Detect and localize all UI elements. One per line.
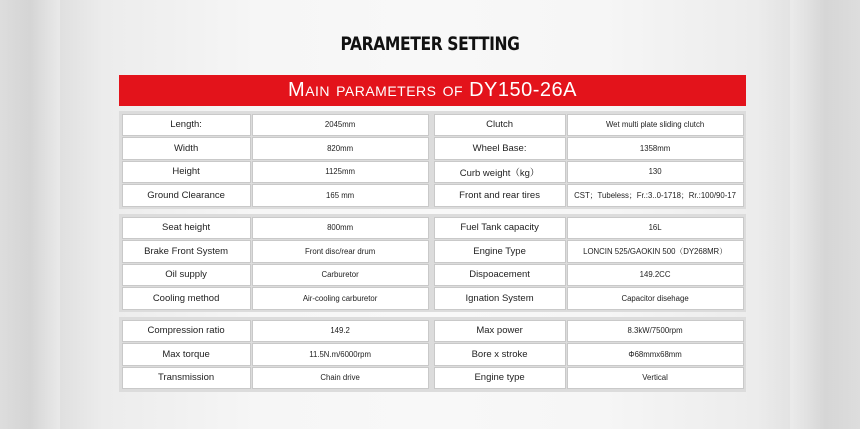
parameter-label: Wheel Base: (434, 137, 566, 160)
parameter-value: 149.2CC (567, 264, 744, 287)
parameter-value: Wet multi plate sliding clutch (567, 114, 744, 137)
parameter-value: Front disc/rear drum (252, 240, 429, 263)
table-row (121, 287, 744, 311)
parameter-group (119, 317, 746, 392)
column-divider (429, 160, 433, 184)
page-title: PARAMETER SETTING (340, 33, 520, 55)
parameter-label: Dispoacement (434, 264, 566, 287)
parameter-value: 800mm (252, 217, 429, 240)
parameter-table (119, 111, 746, 397)
parameter-label: Cooling method (122, 287, 251, 310)
table-row (121, 113, 744, 137)
parameter-value: 149.2 (252, 320, 429, 343)
table-row (121, 319, 744, 343)
column-divider (429, 343, 433, 367)
parameter-group (119, 214, 746, 312)
parameter-label: Ignation System (434, 287, 566, 310)
parameter-label: Width (122, 137, 251, 160)
parameter-label: Compression ratio (122, 320, 251, 343)
parameter-label: Transmission (122, 367, 251, 390)
parameter-label: Seat height (122, 217, 251, 240)
parameter-label: Front and rear tires (434, 184, 566, 207)
parameter-value: Capacitor disehage (567, 287, 744, 310)
parameter-value: Chain drive (252, 367, 429, 390)
parameter-value: 165 mm (252, 184, 429, 207)
parameter-label: Oil supply (122, 264, 251, 287)
table-row (121, 366, 744, 390)
parameter-label: Clutch (434, 114, 566, 137)
background-column (790, 0, 860, 429)
background-column (0, 0, 60, 429)
parameter-value: LONCIN 525/GAOKIN 500（DY268MR） (567, 240, 744, 263)
parameter-label: Height (122, 161, 251, 184)
parameter-label: Max torque (122, 343, 251, 366)
table-row (121, 240, 744, 264)
parameter-value: Φ68mmx68mm (567, 343, 744, 366)
column-divider (429, 216, 433, 240)
model-banner: Main parameters of DY150-26A (119, 75, 746, 106)
parameter-value: 820mm (252, 137, 429, 160)
column-divider (429, 319, 433, 343)
parameter-group (119, 111, 746, 209)
parameter-label: Engine type (434, 367, 566, 390)
parameter-value: CST；Tubeless；Fr.:3..0-1718；Rr.:100/90-17 (567, 184, 744, 207)
table-row (121, 216, 744, 240)
parameter-label: Curb weight（kg） (434, 161, 566, 184)
table-row (121, 160, 744, 184)
parameter-value: 16L (567, 217, 744, 240)
parameter-value: 1358mm (567, 137, 744, 160)
parameter-label: Length: (122, 114, 251, 137)
parameter-value: Air-cooling carburetor (252, 287, 429, 310)
parameter-label: Bore x stroke (434, 343, 566, 366)
column-divider (429, 184, 433, 208)
column-divider (429, 137, 433, 161)
parameter-value: 11.5N.m/6000rpm (252, 343, 429, 366)
parameter-value: 8.3kW/7500rpm (567, 320, 744, 343)
parameter-value: 1125mm (252, 161, 429, 184)
parameter-value: 2045mm (252, 114, 429, 137)
table-row (121, 263, 744, 287)
parameter-value: Vertical (567, 367, 744, 390)
parameter-label: Max power (434, 320, 566, 343)
parameter-label: Brake Front System (122, 240, 251, 263)
table-row (121, 184, 744, 208)
parameter-value: Carburetor (252, 264, 429, 287)
table-row (121, 137, 744, 161)
column-divider (429, 366, 433, 390)
column-divider (429, 263, 433, 287)
column-divider (429, 287, 433, 311)
column-divider (429, 113, 433, 137)
column-divider (429, 240, 433, 264)
parameter-value: 130 (567, 161, 744, 184)
table-row (121, 343, 744, 367)
parameter-label: Fuel Tank capacity (434, 217, 566, 240)
parameter-label: Engine Type (434, 240, 566, 263)
parameter-label: Ground Clearance (122, 184, 251, 207)
